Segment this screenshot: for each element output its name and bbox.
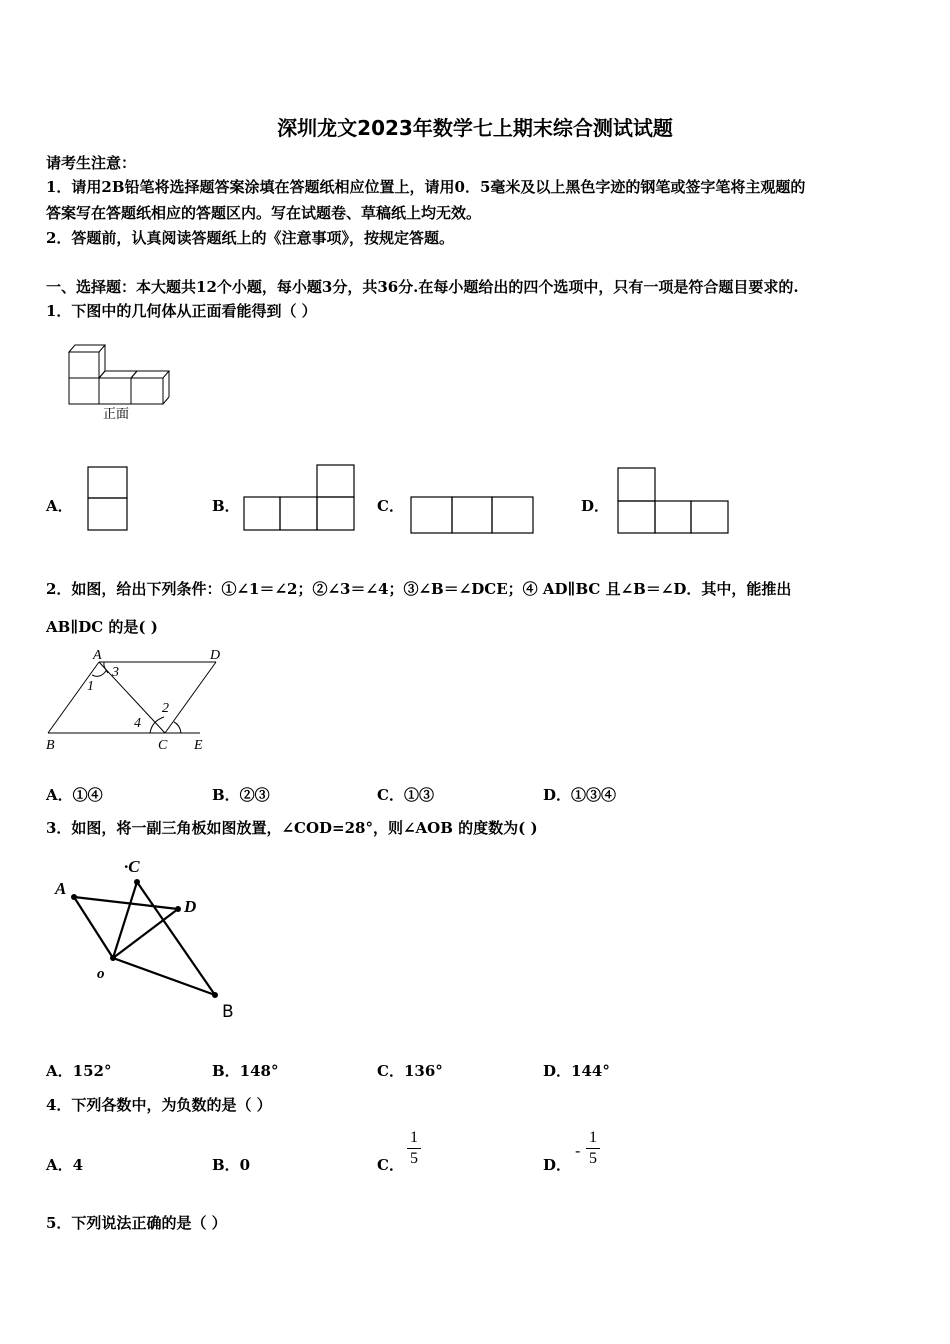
q1-option-a-label[interactable]: A． bbox=[46, 497, 73, 515]
page-title: 深圳龙文2023年数学七上期末综合测试试题 bbox=[277, 116, 673, 140]
q3-label-a: A bbox=[55, 879, 67, 898]
q3-triangles-figure bbox=[50, 850, 250, 1025]
q2-option-c[interactable]: C．①③ bbox=[377, 786, 434, 804]
q2-stem-line-2: AB∥DC 的是( ) bbox=[46, 618, 158, 636]
q4-stem: 4．下列各数中，为负数的是（ ） bbox=[46, 1096, 272, 1114]
q4-option-c-label[interactable]: C． bbox=[377, 1156, 404, 1174]
q2-label-b: B bbox=[46, 738, 55, 753]
q2-label-2: 2 bbox=[162, 701, 169, 716]
q1-option-b-figure bbox=[243, 464, 357, 532]
q3-stem: 3．如图，将一副三角板如图放置，∠COD=28°，则∠AOB 的度数为( ) bbox=[46, 819, 538, 837]
section-heading: 一、选择题：本大题共12个小题，每小题3分，共36分.在每小题给出的四个选项中，只有一项是符合题目要求的. bbox=[46, 278, 799, 296]
q2-label-c: C bbox=[158, 738, 168, 753]
q2-parallelogram-figure bbox=[40, 645, 240, 755]
notice-line-1a: 1．请用2B铅笔将选择题答案涂填在答题纸相应位置上，请用0．5毫米及以上黑色字迹的钢笔或签字笔将主观题的 bbox=[46, 178, 806, 196]
q3-option-b[interactable]: B．148° bbox=[212, 1062, 279, 1080]
q4-c-denominator: 5 bbox=[410, 1150, 418, 1167]
q2-label-d: D bbox=[210, 648, 221, 663]
q2-option-a[interactable]: A．①④ bbox=[46, 786, 103, 804]
q4-option-c-fraction bbox=[407, 1129, 421, 1168]
q1-option-d-label[interactable]: D． bbox=[581, 497, 610, 515]
q1-option-a-figure bbox=[87, 466, 129, 532]
q2-label-a: A bbox=[93, 648, 102, 663]
q1-front-label: 正面 bbox=[103, 407, 130, 422]
q4-option-d-label[interactable]: D． bbox=[543, 1156, 572, 1174]
q4-c-numerator: 1 bbox=[410, 1129, 418, 1146]
q3-label-c: ·C bbox=[124, 857, 140, 876]
q1-stem: 1．下图中的几何体从正面看能得到（ ） bbox=[46, 302, 317, 320]
q2-label-3: 3 bbox=[112, 665, 119, 680]
notice-line-2: 2．答题前，认真阅读答题纸上的《注意事项》，按规定答题。 bbox=[46, 229, 454, 247]
notice-heading: 请考生注意： bbox=[46, 154, 137, 172]
q4-d-denominator: 5 bbox=[589, 1150, 597, 1167]
q1-option-c-figure bbox=[410, 496, 536, 536]
q1-option-c-label[interactable]: C． bbox=[377, 497, 404, 515]
notice-line-1b: 答案写在答题纸相应的答题区内。写在试题卷、草稿纸上均无效。 bbox=[46, 204, 482, 222]
q3-label-o: o bbox=[97, 966, 105, 982]
q4-option-a[interactable]: A．4 bbox=[46, 1156, 84, 1174]
q2-label-e: E bbox=[194, 738, 203, 753]
q4-d-numerator: 1 bbox=[589, 1129, 597, 1146]
q2-label-4: 4 bbox=[134, 716, 141, 731]
q5-stem: 5．下列说法正确的是（ ） bbox=[46, 1214, 227, 1232]
q3-label-d: D bbox=[184, 897, 197, 916]
q3-label-b: B bbox=[222, 1002, 234, 1022]
q4-d-sign: - bbox=[575, 1141, 581, 1160]
q2-option-d[interactable]: D．①③④ bbox=[543, 786, 617, 804]
q3-option-a[interactable]: A．152° bbox=[46, 1062, 112, 1080]
q3-option-c[interactable]: C．136° bbox=[377, 1062, 443, 1080]
q4-option-d-fraction bbox=[586, 1129, 600, 1168]
q1-option-b-label[interactable]: B． bbox=[212, 497, 240, 515]
q2-option-b[interactable]: B．②③ bbox=[212, 786, 270, 804]
q4-option-b[interactable]: B．0 bbox=[212, 1156, 251, 1174]
q2-label-1: 1 bbox=[87, 679, 94, 694]
q1-option-d-figure bbox=[617, 467, 731, 535]
q3-option-d[interactable]: D．144° bbox=[543, 1062, 610, 1080]
q2-stem-line-1: 2．如图，给出下列条件：①∠1＝∠2；②∠3＝∠4；③∠B＝∠DCE；④ AD∥BC 且∠B＝∠D．其中，能推出 bbox=[46, 580, 792, 598]
